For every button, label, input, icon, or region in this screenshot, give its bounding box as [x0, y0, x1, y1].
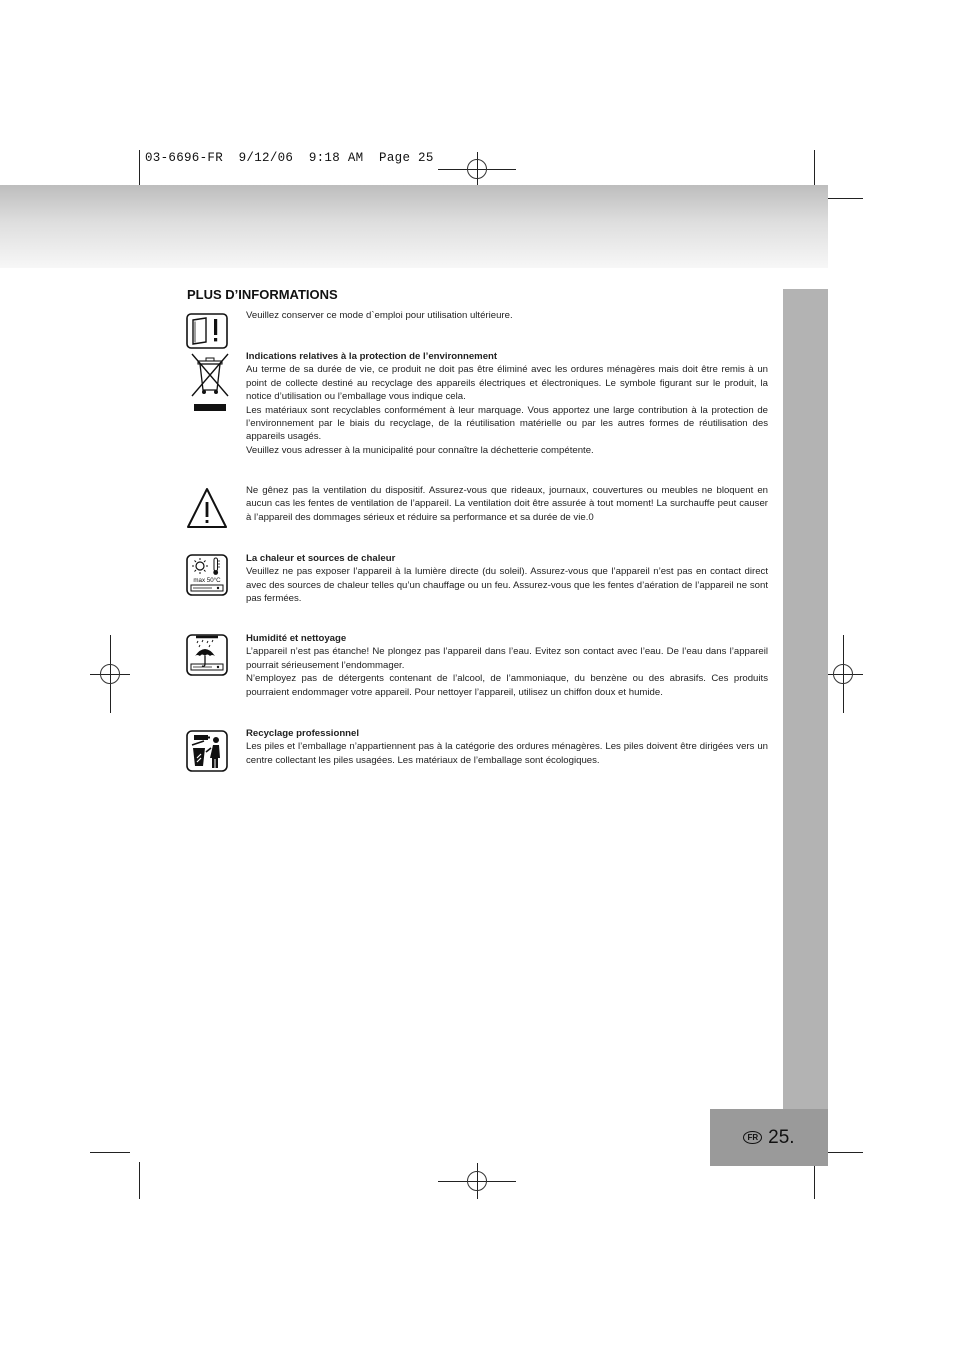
section-paragraph: Les piles et l’emballage n’appartiennent pas à la catégorie des ordures ménagères. Les piles doivent être dirigées vers un centre collectant les piles usagées. Les matériaux de l’emballage sont écologiques. [246, 741, 768, 766]
page-number: 25. [768, 1126, 795, 1148]
print-slug: 03-6696-FR 9/12/06 9:18 AM Page 25 [145, 151, 434, 165]
section-manual [246, 309, 768, 322]
section-environment [246, 350, 768, 457]
manual-warning-icon [186, 310, 228, 352]
section-title: Recyclage professionnel [246, 728, 360, 739]
section-title: Indications relatives à la protection de l’environnement [246, 351, 498, 362]
header-gradient-band [0, 185, 828, 268]
section-paragraph: Veuillez conserver ce mode d`emploi pour utilisation ultérieure. [246, 310, 513, 321]
section-paragraph: Au terme de sa durée de vie, ce produit ne doit pas être éliminé avec les ordures ménagères mais doit être remis à un point de collecte destiné au recyclage des appareils électriques et électroniques. Le symbole figurant sur le produit, la notice d’utilisation ou l’emballage vous indique cela. [246, 364, 768, 403]
battery-recycling-icon [186, 730, 228, 772]
section-paragraph: Veuillez ne pas exposer l’appareil à la lumière directe (du soleil). Assurez-vous que l’appareil n’est pas en contact direct avec des sources de chaleur telles qu’un chauffage ou un feu. Assurez-vous que les fentes d’aération de l’appareil ne sont pas fermées. [246, 566, 768, 605]
page-number-box [710, 1109, 828, 1166]
heat-sun-thermometer-icon [186, 554, 228, 596]
icon-max-temp-label: max 50°C [193, 577, 221, 584]
section-recycling [246, 727, 768, 767]
language-badge: FR [743, 1131, 762, 1144]
section-paragraph: L’appareil n’est pas étanche! Ne plongez pas l’appareil dans l’eau. Evitez son contact avec l’eau. De l’eau dans l’appareil pourrait sérieusement l’endommager. [246, 646, 768, 671]
section-heading: PLUS D’INFORMATIONS [187, 287, 338, 302]
section-title: La chaleur et sources de chaleur [246, 553, 396, 564]
section-title: Humidité et nettoyage [246, 633, 347, 644]
section-heat [246, 552, 768, 606]
section-paragraph: Veuillez vous adresser à la municipalité pour connaître la déchetterie compétente. [246, 444, 594, 456]
warning-triangle-icon [186, 487, 228, 529]
side-tab-bar [783, 289, 828, 1109]
section-paragraph: Ne gênez pas la ventilation du dispositif. Assurez-vous que rideaux, journaux, couvertures ou meubles ne bloquent en aucun cas les fentes de ventilation de l’appareil. La ventilation doit être assurée à tout moment! La surchauffe peut causer à l’appareil des dommages sérieux et réduire sa performance et sa durée de vie.0 [246, 485, 768, 523]
crossed-bin-icon [190, 352, 230, 414]
umbrella-rain-icon [186, 634, 228, 676]
section-paragraph: Les matériaux sont recyclables conformément à leur marquage. Vous apportez une large contribution à la protection de l’environnement par le biais du recyclage, de la réutilisation matérielle ou par les autres formes de réutilisation des appareils usagés. [246, 404, 768, 443]
section-ventilation [246, 484, 768, 524]
section-paragraph: N’employez pas de détergents contenant de l’alcool, de l’ammoniaque, du benzène ou des abrasifs. Ces produits pourraient endommager votre appareil. Pour nettoyer l’appareil, utilisez un chiffon doux et humide. [246, 673, 768, 698]
section-humidity [246, 632, 768, 699]
